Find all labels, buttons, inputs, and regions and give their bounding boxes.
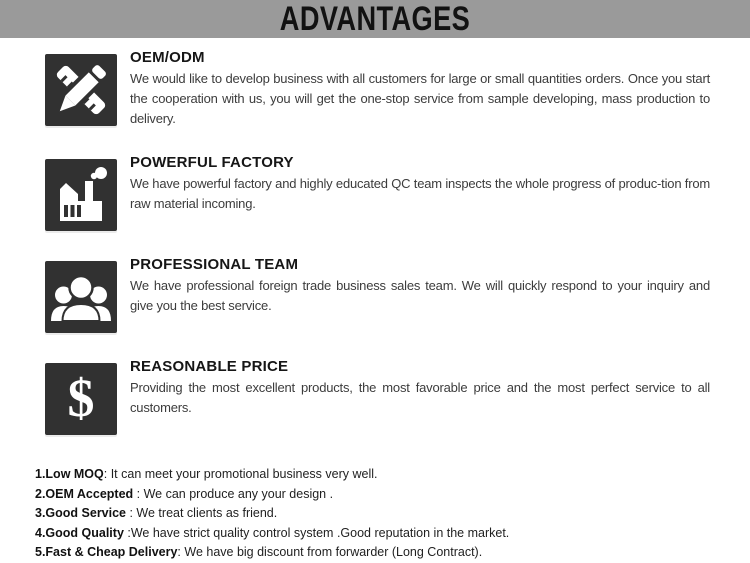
key-point-label: 2.OEM Accepted xyxy=(35,486,134,501)
key-point-text: : We treat clients as friend. xyxy=(126,506,278,520)
key-points-list xyxy=(35,465,750,563)
team-icon xyxy=(45,261,117,333)
advantage-description: Providing the most excellent products, the most favorable price and the most perfect service to all customers. xyxy=(130,380,710,415)
advantage-row-powerful-factory xyxy=(45,154,750,231)
key-point-label: 4.Good Quality xyxy=(35,525,124,540)
key-point-text: : It can meet your promotional business very well. xyxy=(103,467,378,481)
advantage-text xyxy=(130,154,710,214)
key-point-text: :We have strict quality control system .Good reputation in the market. xyxy=(123,525,510,540)
dollar-glyph: $ xyxy=(67,368,95,428)
advantage-row-oem-odm xyxy=(45,49,750,129)
header-banner xyxy=(0,0,750,38)
advantage-title: OEM/ODM xyxy=(130,49,205,66)
page-title: ADVANTAGES xyxy=(279,0,471,38)
key-point-good-service xyxy=(35,504,750,524)
factory-icon xyxy=(45,159,117,231)
key-point-low-moq xyxy=(35,465,750,485)
advantage-description: We have powerful factory and highly educated QC team inspects the whole progress of produc-tion from raw material incoming. xyxy=(130,176,710,211)
key-point-good-quality xyxy=(35,524,750,544)
advantage-text xyxy=(130,256,710,316)
advantages-list xyxy=(0,38,750,435)
advantage-title: POWERFUL FACTORY xyxy=(130,154,294,171)
advantage-title: PROFESSIONAL TEAM xyxy=(130,256,299,273)
pencil-ruler-icon xyxy=(45,54,117,126)
key-point-label: 3.Good Service xyxy=(35,506,127,520)
advantage-description: We have professional foreign trade business sales team. We will quickly respond to your inquiry and give you the best service. xyxy=(130,278,710,313)
advantage-row-professional-team xyxy=(45,256,750,333)
advantage-title: REASONABLE PRICE xyxy=(130,358,289,375)
dollar-icon xyxy=(45,363,117,435)
key-point-label: 1.Low MOQ xyxy=(35,467,104,481)
key-point-text: : We can produce any your design . xyxy=(133,486,334,501)
advantage-text xyxy=(130,49,710,129)
advantage-description: We would like to develop business with all customers for large or small quantities orders. Once you start the cooperation with us, you will get the one-stop service from sample developing, mass production to delivery. xyxy=(130,71,710,126)
key-point-oem-accepted xyxy=(35,485,750,505)
advantage-row-reasonable-price xyxy=(45,358,750,435)
key-point-fast-cheap-delivery xyxy=(35,543,750,563)
key-point-text: : We have big discount from forwarder (Long Contract). xyxy=(177,545,483,559)
key-point-label: 5.Fast & Cheap Delivery xyxy=(35,545,178,559)
advantage-text xyxy=(130,358,710,418)
